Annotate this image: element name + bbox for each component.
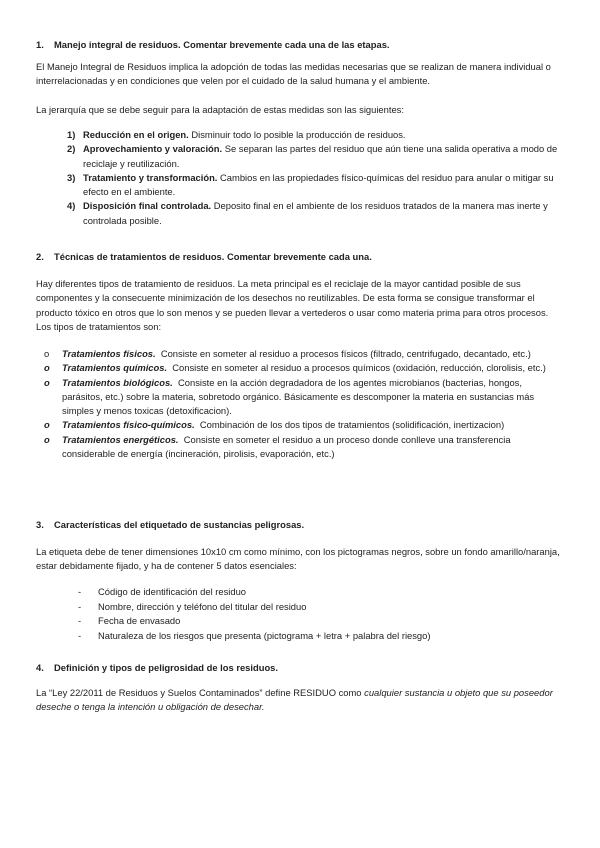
list-item: o Tratamientos energéticos. Consiste en someter el residuo a un proceso donde conlleve una transferencia considerable de energía (incineración, pirolisis, evaporación, etc.) bbox=[44, 433, 511, 460]
section-2-paragraph: Hay diferentes tipos de tratamiento de residuos. La meta principal es el reciclaje de la mayor cantidad posible de sus componentes y la consecuente minimización de los desechos no reutilizables. De esta forma se consigue transformar el producto tóxico en otros que lo son menos y se pueden llevar a vertederos o usar como materia prima para otros procesos. Los tipos de tratamientos son: bbox=[36, 278, 549, 332]
list-item: o Tratamientos físico-químicos. Combinación de los dos tipos de tratamientos (solidificación, inertizacion) bbox=[44, 419, 505, 431]
list-item: o Tratamientos químicos. Consiste en someter al residuo a procesos químicos (oxidación, reducción, clorolisis, etc.) bbox=[44, 362, 546, 374]
section-1-heading: 1. Manejo integral de residuos. Comentar brevemente cada una de las etapas. bbox=[36, 39, 390, 50]
residuo-definition: cualquier sustancia u objeto que su poseedor deseche o tenga la intención u obligación de desechar. bbox=[36, 687, 553, 713]
section-4-heading: 4. Definición y tipos de peligrosidad de los residuos. bbox=[36, 662, 278, 673]
list-item: o Tratamientos físicos. Consiste en someter al residuo a procesos físicos (filtrado, centrifugado, decantado, etc.) bbox=[44, 348, 531, 359]
section-1-hierarchy-intro: La jerarquía que se debe seguir para la adaptación de estas medidas son las siguientes: bbox=[36, 104, 404, 115]
list-item: - Código de identificación del residuo bbox=[78, 586, 247, 597]
section-4-paragraph: La “Ley 22/2011 de Residuos y Suelos Contaminados” define RESIDUO como cualquier sustancia u objeto que su poseedor deseche o tenga la intención u obligación de desechar. bbox=[36, 687, 553, 713]
list-item: - Fecha de envasado bbox=[78, 615, 181, 626]
list-item: 2) Aprovechamiento y valoración. Se separan las partes del residuo que aún tiene una salida operativa a modo de reciclaje y reutilización. bbox=[67, 143, 558, 169]
list-item: 4) Disposición final controlada. Deposito final en el ambiente de los residuos tratados de la manera mas inerte y controlada posible. bbox=[67, 200, 548, 226]
section-1-paragraph: El Manejo Integral de Residuos implica la adopción de todas las medidas necesarias que se realizan de manera individual o interrelacionadas y en condiciones que velen por el cuidado de la salud humana y el ambiente. bbox=[36, 61, 551, 87]
section-2-heading: 2. Técnicas de tratamientos de residuos. Comentar brevemente cada una. bbox=[36, 251, 372, 262]
section-3-heading: 3. Características del etiquetado de sustancias peligrosas. bbox=[36, 519, 305, 530]
list-item: 1) Reducción en el origen. Disminuir todo lo posible la producción de residuos. bbox=[67, 129, 406, 140]
list-item: 3) Tratamiento y transformación. Cambios en las propiedades físico-químicas del residuo para anular o mitigar su efecto en el ambiente. bbox=[67, 171, 554, 198]
section-3-list bbox=[36, 585, 564, 643]
list-item: o Tratamientos biológicos. Consiste en la acción degradadora de los agentes microbianos (bacterias, hongos, parásitos, etc.) sobre la materia, sobretodo orgánico. Básicamente es descomponer la materia en sustancias más simples y menos toxicas (detoxificacion). bbox=[44, 376, 535, 417]
section-1-list bbox=[36, 128, 564, 228]
list-item: - Nombre, dirección y teléfono del titular del residuo bbox=[78, 600, 307, 612]
section-3-paragraph: La etiqueta debe de tener dimensiones 10x10 cm como mínimo, con los pictogramas negros, sobre un fondo amarillo/naranja, estar debidamente fijado, y ha de contener 5 datos esenciales: bbox=[36, 546, 560, 572]
section-2-list bbox=[36, 347, 564, 461]
list-item: - Naturaleza de los riesgos que presenta (pictograma + letra + palabra del riesgo) bbox=[78, 629, 431, 641]
